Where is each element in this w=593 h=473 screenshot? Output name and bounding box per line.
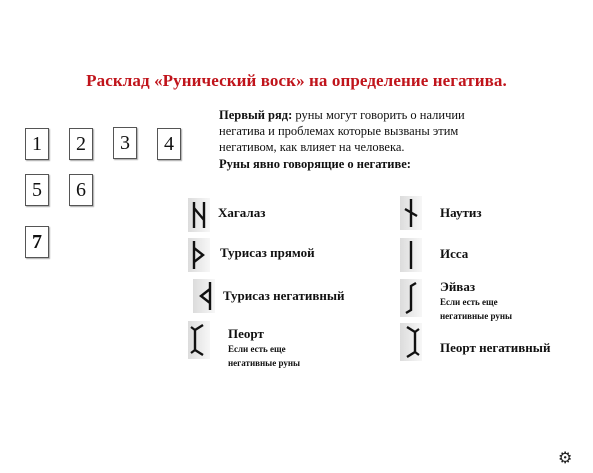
gear-icon[interactable]: ⚙ xyxy=(558,448,573,467)
rune-label-eihwaz: Эйваз xyxy=(440,279,476,294)
perthro-reversed-rune-icon xyxy=(400,323,422,361)
rune-label-hagalaz: Хагалаз xyxy=(218,205,266,220)
intro-line-2: негатива и проблемах которые вызваны этим xyxy=(219,124,459,138)
rune-label-perthro-negative: Пеорт негативный xyxy=(440,340,551,355)
position-box-4: 4 xyxy=(157,128,181,160)
rune-label-isa: Исса xyxy=(440,246,469,261)
rune-label-nauthiz: Наутиз xyxy=(440,205,482,220)
position-box-1: 1 xyxy=(25,128,49,160)
isa-rune-icon xyxy=(400,238,422,272)
rune-label-thurisaz-negative: Турисаз негативный xyxy=(223,288,345,303)
position-box-3: 3 xyxy=(113,127,137,159)
intro-line-3: негативом, как влияет на человека. xyxy=(219,140,405,154)
subtitle: Руны явно говорящие о негативе: xyxy=(219,157,411,171)
position-box-2: 2 xyxy=(69,128,93,160)
rune-note-perthro-1: Если есть еще xyxy=(228,344,286,354)
rune-label-thurisaz: Турисаз прямой xyxy=(220,245,315,260)
position-box-7: 7 xyxy=(25,226,49,258)
intro-line-1: руны могут говорить о наличии xyxy=(292,108,465,122)
rune-note-perthro-2: негативные руны xyxy=(228,358,301,368)
nauthiz-rune-icon xyxy=(400,196,422,230)
intro-text xyxy=(219,107,539,155)
position-box-6: 6 xyxy=(69,174,93,206)
rune-note-eihwaz-1: Если есть еще xyxy=(440,297,498,307)
eihwaz-rune-icon xyxy=(400,279,422,317)
perthro-rune-icon xyxy=(188,321,210,359)
intro-lead: Первый ряд: xyxy=(219,108,293,122)
rune-label-perthro: Пеорт xyxy=(228,326,264,341)
position-box-5: 5 xyxy=(25,174,49,206)
rune-note-eihwaz-2: негативные руны xyxy=(440,311,513,321)
hagalaz-rune-icon xyxy=(188,198,210,232)
page-title: Расклад «Рунический воск» на определение негатива. xyxy=(86,71,507,90)
thurisaz-rune-icon xyxy=(188,238,210,272)
thurisaz-reversed-rune-icon xyxy=(193,279,215,313)
